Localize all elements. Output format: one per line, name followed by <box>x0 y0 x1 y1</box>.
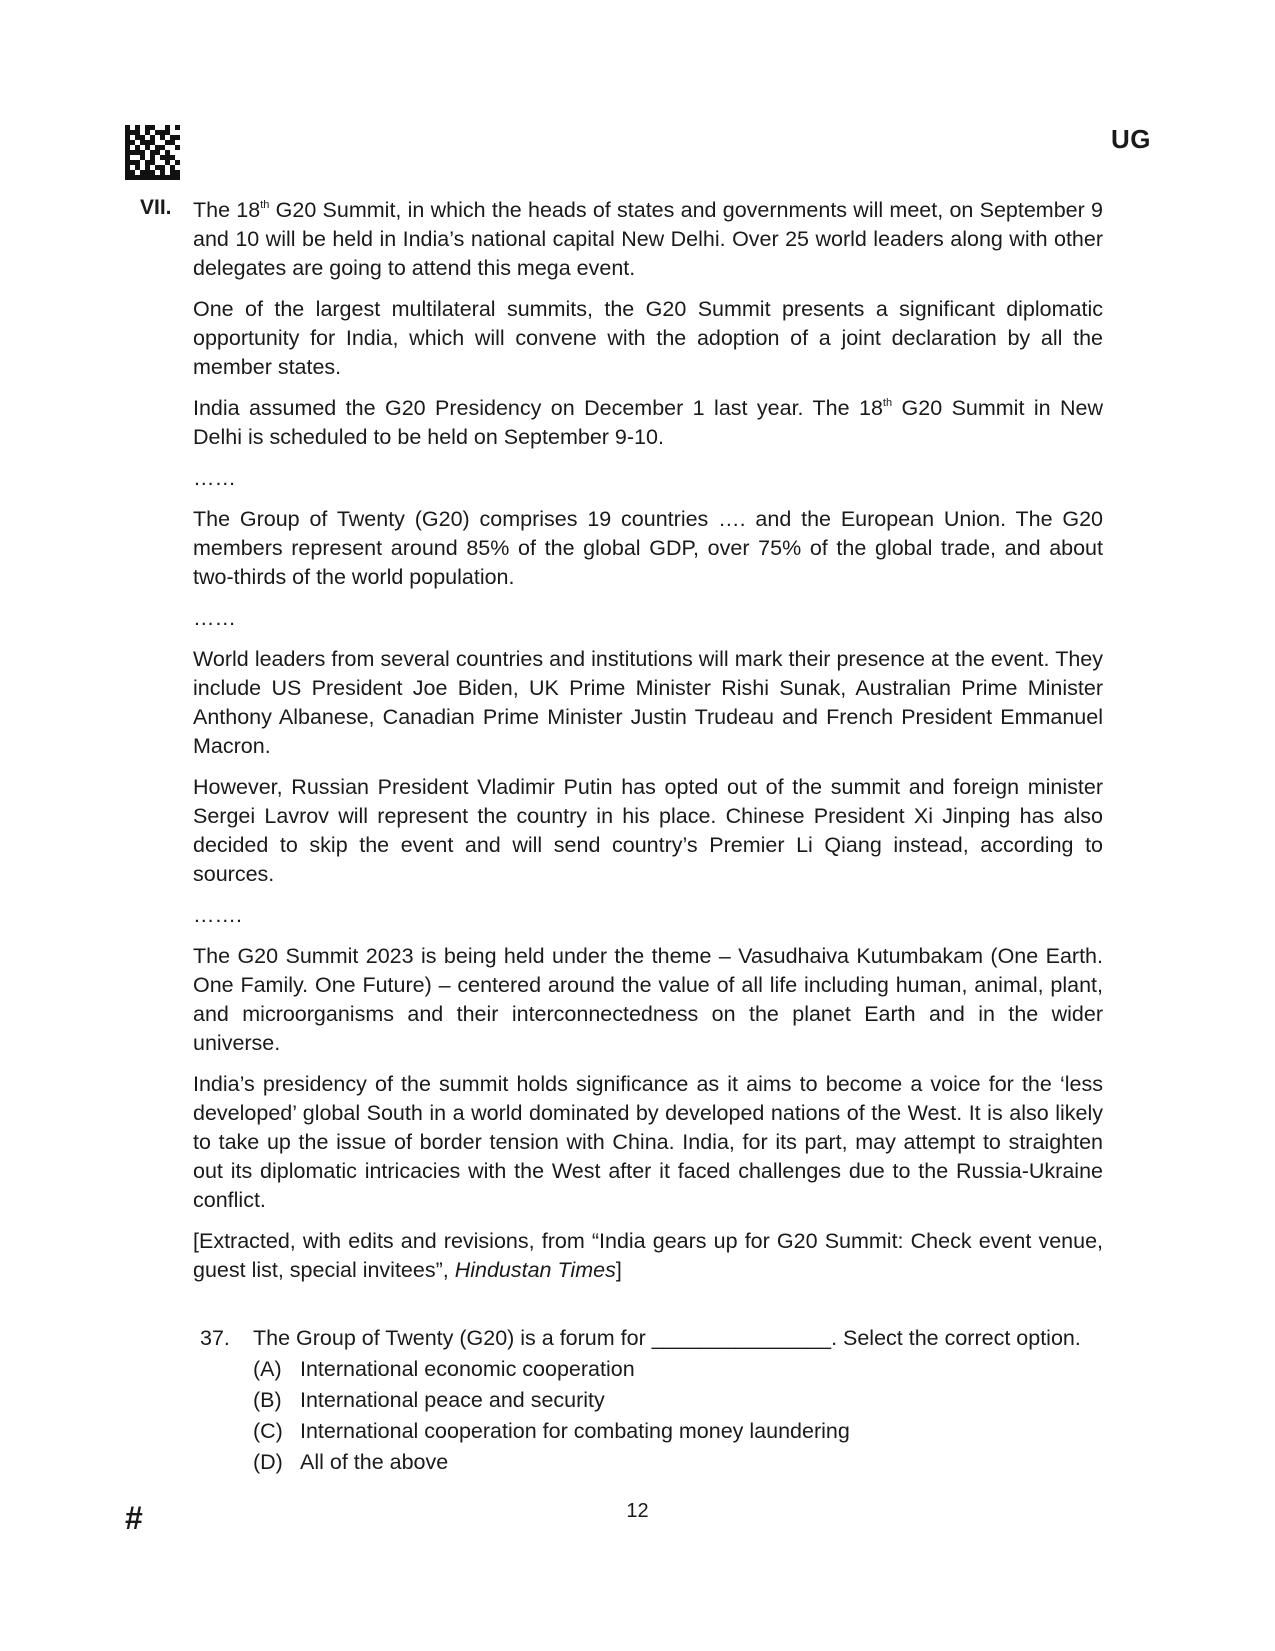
ellipsis-3: ……. <box>193 903 242 927</box>
paragraph-6: However, Russian President Vladimir Putin has opted out of the summit and foreign minister Sergei Lavrov will represent the country in his place. Chinese President Xi Jinping has also decided to skip the event and will send country’s Premier Li Qiang instead, according to sources. <box>193 775 1103 886</box>
paper-code: UG <box>1111 124 1151 154</box>
paragraph-1: The 18th G20 Summit, in which the heads of states and governments will meet, on September 9 and 10 will be held in India’s national capital New Delhi. Over 25 world leaders along with other delegates are going to attend this mega event. <box>193 198 1103 280</box>
paragraph-7: The G20 Summit 2023 is being held under the theme – Vasudhaiva Kutumbakam (One Earth. One Family. One Future) – centered around the value of all life including human, animal, plant, and microorganisms and their interconnectedness on the planet Earth and in the wider universe. <box>193 944 1103 1055</box>
paragraph-8: India’s presidency of the summit holds significance as it aims to become a voice for the ‘less developed’ global South in a world dominated by developed nations of the West. It is also likely to take up the issue of border tension with China. India, for its part, may attempt to straighten out its diplomatic intricacies with the West after it faced challenges due to the Russia-Ukraine conflict. <box>193 1072 1103 1212</box>
page-number: 12 <box>626 1500 649 1522</box>
option-letter: (C) <box>253 1419 283 1443</box>
paragraph-2: One of the largest multilateral summits, the G20 Summit presents a significant diplomatic opportunity for India, which will convene with the adoption of a joint declaration by all the member states. <box>193 297 1103 379</box>
source-citation: [Extracted, with edits and revisions, from “India gears up for G20 Summit: Check event venue, guest list, special invitees”, Hindustan Times] <box>193 1229 1103 1282</box>
option-c[interactable] <box>253 1416 1110 1447</box>
ellipsis-2: …… <box>193 606 236 630</box>
option-b[interactable] <box>253 1385 1110 1416</box>
section-number: VII. <box>140 196 172 219</box>
option-d[interactable] <box>253 1447 1110 1478</box>
paragraph-5: World leaders from several countries and institutions will mark their presence at the event. They include US President Joe Biden, UK Prime Minister Rishi Sunak, Australian Prime Minister Anthony Albanese, Canadian Prime Minister Justin Trudeau and French President Emmanuel Macron. <box>193 647 1103 758</box>
question-stem <box>200 1323 1110 1354</box>
option-letter: (B) <box>253 1388 282 1412</box>
option-text: International cooperation for combating money laundering <box>300 1419 850 1443</box>
passage <box>193 196 1103 1297</box>
paragraph-4: The Group of Twenty (G20) comprises 19 countries …. and the European Union. The G20 members represent around 85% of the global GDP, over 75% of the global trade, and about two-thirds of the world population. <box>193 507 1103 589</box>
question-37 <box>200 1323 1110 1478</box>
hash-mark: # <box>125 1500 143 1536</box>
option-text: International economic cooperation <box>300 1357 635 1381</box>
option-letter: (D) <box>253 1450 283 1474</box>
paragraph-3: India assumed the G20 Presidency on December 1 last year. The 18th G20 Summit in New Delhi is scheduled to be held on September 9-10. <box>193 396 1103 449</box>
option-text: International peace and security <box>300 1388 605 1412</box>
ellipsis-1: …… <box>193 466 236 490</box>
question-number: 37. <box>200 1326 230 1350</box>
qr-code-icon <box>125 125 180 180</box>
option-a[interactable] <box>253 1354 1110 1385</box>
option-text: All of the above <box>300 1450 449 1474</box>
question-text: The Group of Twenty (G20) is a forum for _______________. Select the correct option. <box>253 1326 1081 1350</box>
option-letter: (A) <box>253 1357 282 1381</box>
